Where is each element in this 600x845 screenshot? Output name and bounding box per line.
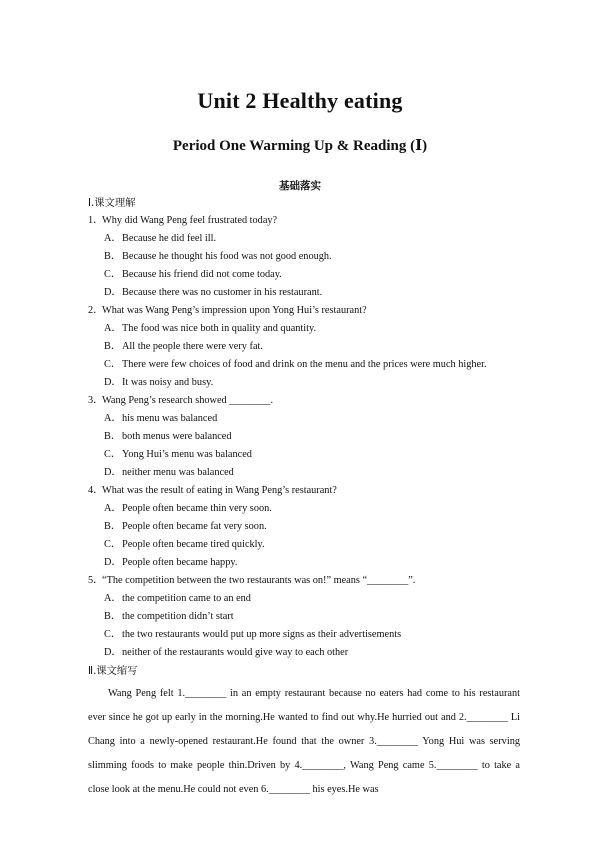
option-5-4 [88, 644, 520, 662]
option-letter: C． [104, 629, 122, 640]
option-1-3 [88, 266, 520, 284]
part2-heading: Ⅱ.课文缩写 [88, 665, 138, 677]
option-text: All the people there were very fat. [122, 341, 263, 352]
option-text: both menus were balanced [122, 431, 232, 442]
option-text: the two restaurants would put up more signs as their advertisements [122, 629, 402, 640]
part1-heading: Ⅰ.课文理解 [88, 197, 136, 209]
option-1-2 [88, 248, 520, 266]
section-label: 基础落实 [279, 180, 321, 192]
summary-paragraph: Wang Peng felt 1.________ in an empty restaurant because no eaters had come to his restaurant ever since he got up early in the morning.He wanted to find out why.He hurried out and 2.________ Li Chang into a newly-opened restaurant.He found that the owner 3.________ Yong Hui was serving slimming foods to make people thin.Driven by 4.________, Wang Peng came 5.________ to take a close look at the menu.He could not even 6.________ his eyes.He was [88, 688, 520, 795]
question-text: Wang Peng’s research showed ________. [102, 395, 274, 406]
question-number: 2． [88, 305, 104, 316]
option-2-4 [88, 374, 520, 392]
question-text: What was Wang Peng’s impression upon Yong Hui’s restaurant? [102, 305, 367, 316]
option-text: the competition came to an end [122, 593, 251, 604]
option-letter: A． [104, 233, 122, 244]
option-5-2 [88, 608, 520, 626]
option-letter: D． [104, 647, 122, 658]
option-3-4 [88, 464, 520, 482]
option-letter: C． [104, 449, 122, 460]
question-list [88, 212, 520, 662]
option-2-1 [88, 320, 520, 338]
option-1-1 [88, 230, 520, 248]
option-letter: D． [104, 467, 122, 478]
option-4-1 [88, 500, 520, 518]
option-letter: A． [104, 503, 122, 514]
option-letter: B． [104, 521, 122, 532]
option-3-2 [88, 428, 520, 446]
unit-title: Unit 2 Healthy eating [197, 88, 403, 113]
question-3 [88, 392, 520, 410]
option-text: Because his friend did not come today. [122, 269, 282, 280]
question-text: Why did Wang Peng feel frustrated today? [102, 215, 278, 226]
option-2-3 [88, 356, 520, 374]
option-text: Because he thought his food was not good enough. [122, 251, 332, 262]
option-text: The food was nice both in quality and quantity. [122, 323, 317, 334]
option-letter: B． [104, 431, 122, 442]
option-letter: B． [104, 251, 122, 262]
question-4 [88, 482, 520, 500]
option-letter: A． [104, 413, 122, 424]
option-letter: B． [104, 611, 122, 622]
question-2 [88, 302, 520, 320]
option-3-1 [88, 410, 520, 428]
question-number: 3． [88, 395, 104, 406]
option-5-3 [88, 626, 520, 644]
question-number: 1． [88, 215, 104, 226]
option-text: It was noisy and busy. [122, 377, 214, 388]
option-text: neither menu was balanced [122, 467, 234, 478]
question-number: 5． [88, 575, 104, 586]
question-text: What was the result of eating in Wang Peng’s restaurant? [102, 485, 337, 496]
option-1-4 [88, 284, 520, 302]
option-text: There were few choices of food and drink on the menu and the prices were much higher. [122, 359, 487, 370]
option-text: People often became thin very soon. [122, 503, 272, 514]
option-text: People often became tired quickly. [122, 539, 265, 550]
question-5 [88, 572, 520, 590]
option-text: People often became happy. [122, 557, 238, 568]
option-text: Because he did feel ill. [122, 233, 217, 244]
option-3-3 [88, 446, 520, 464]
option-letter: C． [104, 269, 122, 280]
option-letter: D． [104, 287, 122, 298]
option-letter: D． [104, 557, 122, 568]
option-letter: A． [104, 323, 122, 334]
option-4-4 [88, 554, 520, 572]
question-1 [88, 212, 520, 230]
option-letter: B． [104, 341, 122, 352]
option-letter: C． [104, 359, 122, 370]
option-text: Because there was no customer in his restaurant. [122, 287, 323, 298]
option-4-2 [88, 518, 520, 536]
option-text: the competition didn’t start [122, 611, 234, 622]
period-subtitle: Period One Warming Up & Reading (Ⅰ) [172, 138, 428, 154]
option-text: his menu was balanced [122, 413, 218, 424]
option-4-3 [88, 536, 520, 554]
option-2-2 [88, 338, 520, 356]
option-letter: D． [104, 377, 122, 388]
option-text: People often became fat very soon. [122, 521, 267, 532]
option-letter: A． [104, 593, 122, 604]
option-5-1 [88, 590, 520, 608]
question-text: “The competition between the two restaurants was on!” means “________”. [102, 575, 416, 586]
option-text: Yong Hui’s menu was balanced [122, 449, 252, 460]
content-body [88, 194, 520, 802]
question-number: 4． [88, 485, 104, 496]
option-letter: C． [104, 539, 122, 550]
option-text: neither of the restaurants would give way to each other [122, 647, 349, 658]
